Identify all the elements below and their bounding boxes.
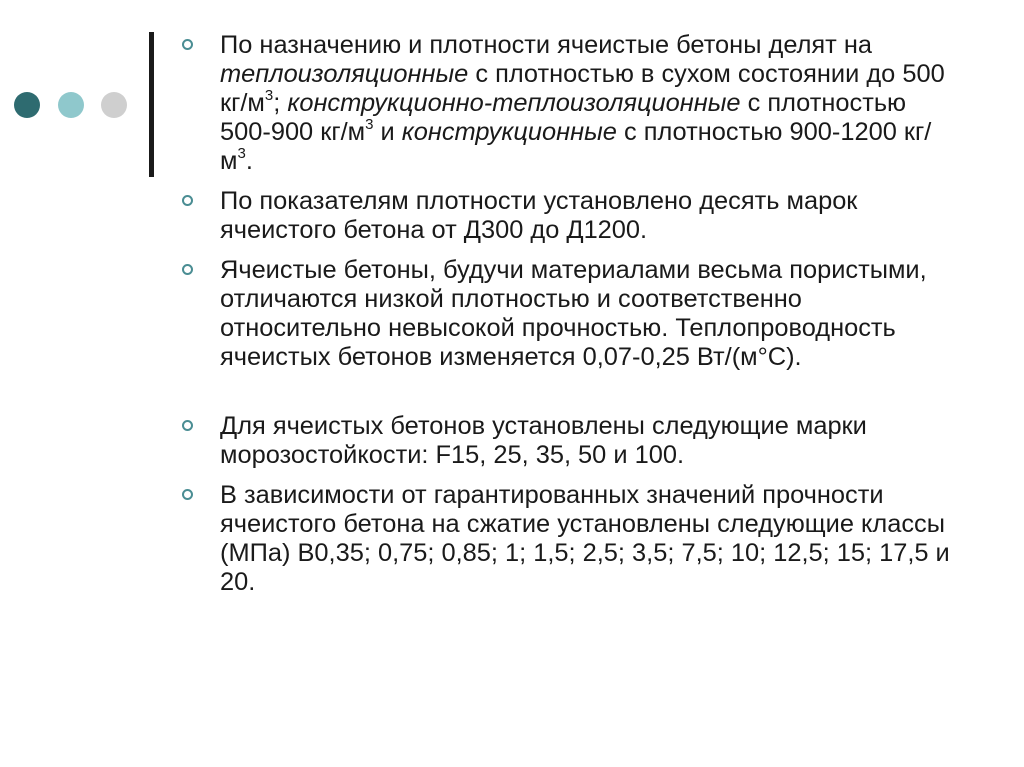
bullet-text-4: Для ячеистых бетонов установлены следующие марки морозостойкости: F15, 25, 35, 50 и 100. [220, 412, 867, 469]
dot-light-teal-icon [58, 92, 84, 118]
ring-bullet-icon [182, 264, 193, 275]
bullet-item-5 [182, 481, 962, 597]
dot-dark-icon [14, 92, 40, 118]
ring-bullet-icon [182, 195, 193, 206]
bullet-item-1 [182, 31, 962, 176]
ring-bullet-icon [182, 420, 193, 431]
bullet-text-2: По показателям плотности установлено десять марок ячеистого бетона от Д300 до Д1200. [220, 187, 858, 244]
bullet-text-3: Ячеистые бетоны, будучи материалами весьма пористыми, отличаются низкой плотностью и соответственно относительно невысокой прочностью. Теплопроводность ячеистых бетонов изменяется 0,07-0,25 Вт/(м°С). [220, 256, 927, 371]
ring-bullet-icon [182, 39, 193, 50]
bullet-item-2 [182, 187, 962, 245]
bullet-item-3 [182, 256, 962, 372]
bullet-list [182, 31, 962, 608]
ring-bullet-icon [182, 489, 193, 500]
bullet-text-1: По назначению и плотности ячеистые бетоны делят на теплоизоляционные с плотностью в сухом состоянии до 500 $кг/м^3$; конструкционно-теплоизоляционные с плотностью 500-900 $кг/м^3$ и конструкционные с плотностью 900-1200 $кг/м^3$. [220, 31, 945, 175]
vertical-divider [149, 32, 154, 177]
dot-gray-icon [101, 92, 127, 118]
bullet-text-5: В зависимости от гарантированных значений прочности ячеистого бетона на сжатие установлены следующие классы (МПа) В0,35; 0,75; 0,85; 1; 1,5; 2,5; 3,5; 7,5; 10; 12,5; 15; 17,5 и 20. [220, 481, 950, 596]
bullet-item-4 [182, 412, 962, 470]
